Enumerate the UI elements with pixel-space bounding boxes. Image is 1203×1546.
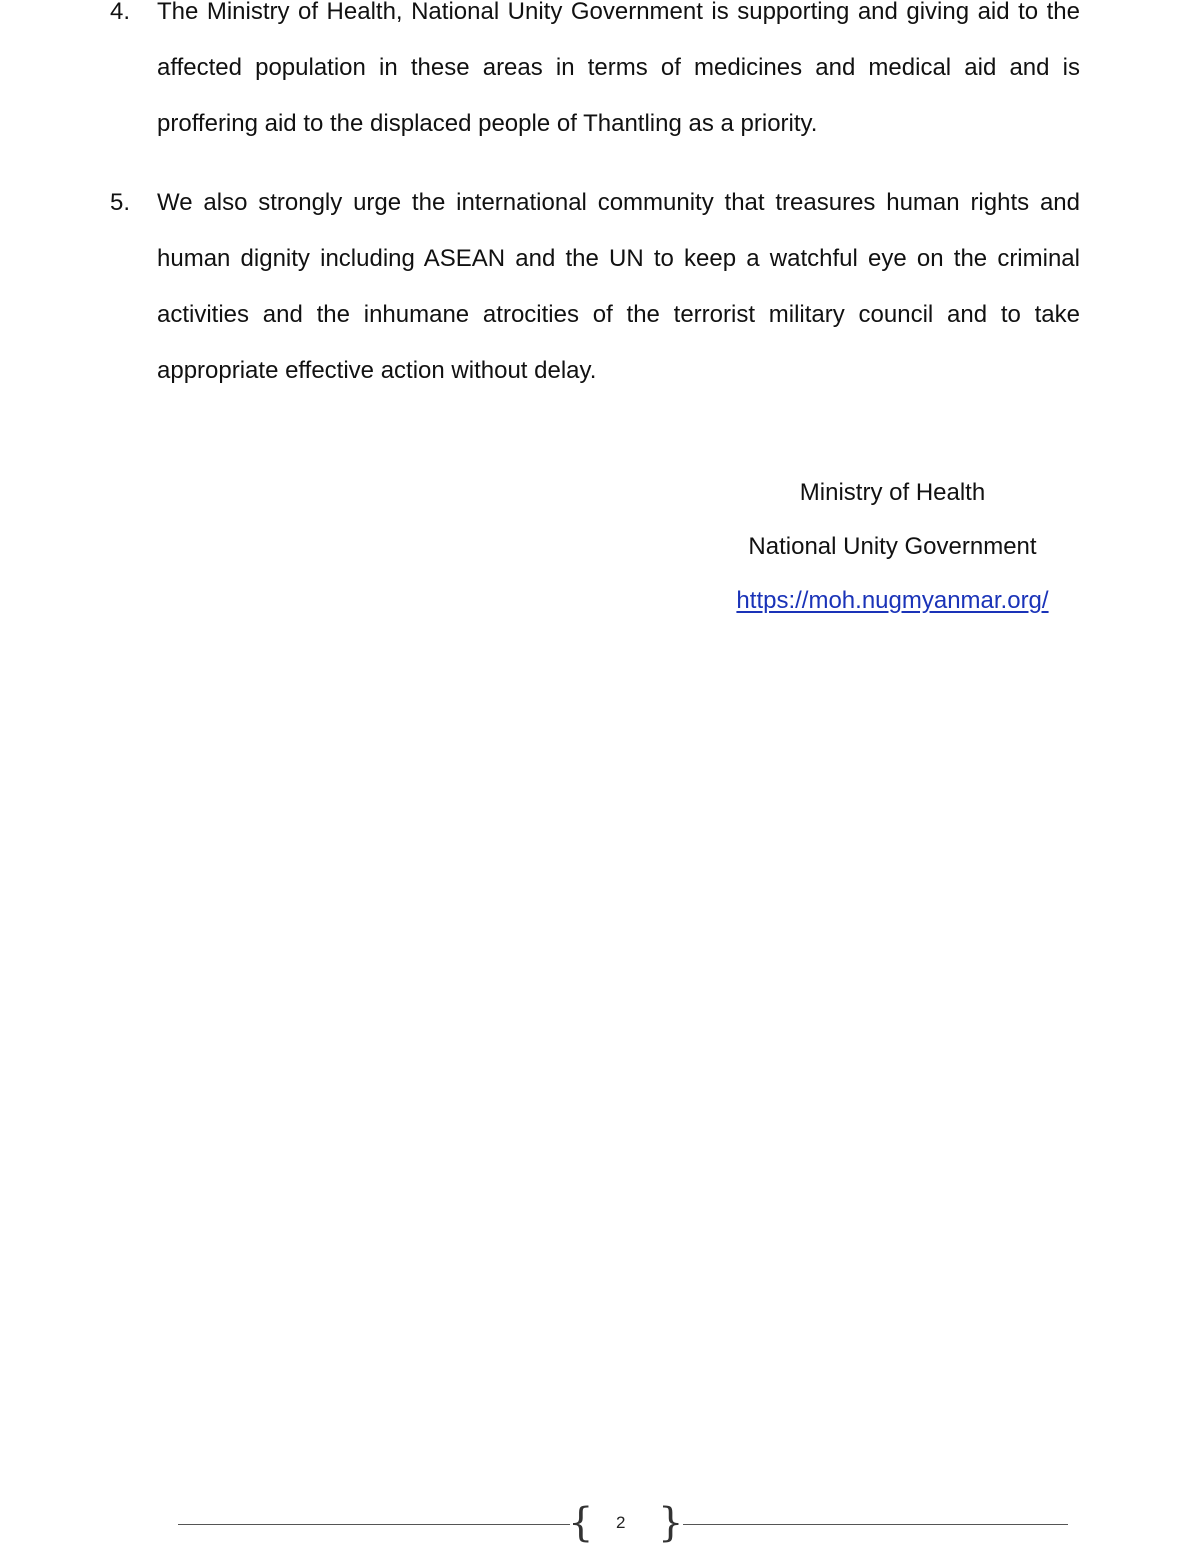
- open-brace: {: [568, 1500, 594, 1546]
- item-text: The Ministry of Health, National Unity Government is supporting and giving aid to the affected population in these areas in terms of medicines and medical aid and is proffering aid to the displaced people of Thantling as a priority.: [157, 0, 1080, 137]
- page-footer: [178, 1500, 1068, 1546]
- list-item: [110, 175, 1080, 399]
- list-item: [110, 0, 1080, 152]
- close-brace: }: [658, 1500, 684, 1546]
- signature-government: National Unity Government: [748, 533, 1037, 560]
- signature-organization: Ministry of Health: [799, 479, 986, 506]
- footer-rule-left: [178, 1524, 570, 1525]
- signature-block: [700, 472, 1085, 634]
- footer-rule-right: [683, 1524, 1068, 1525]
- item-text: We also strongly urge the international community that treasures human rights and human dignity including ASEAN and the UN to keep a watchful eye on the criminal activities and the inhumane atrocities of the terrorist military council and to take appropriate effective action without delay.: [157, 189, 1080, 384]
- website-link[interactable]: https://moh.nugmyanmar.org/: [736, 587, 1049, 614]
- signature-url-line: [700, 580, 1085, 634]
- item-number: 4.: [110, 0, 131, 25]
- item-number: 5.: [110, 189, 131, 216]
- page-number: 2: [616, 1513, 626, 1532]
